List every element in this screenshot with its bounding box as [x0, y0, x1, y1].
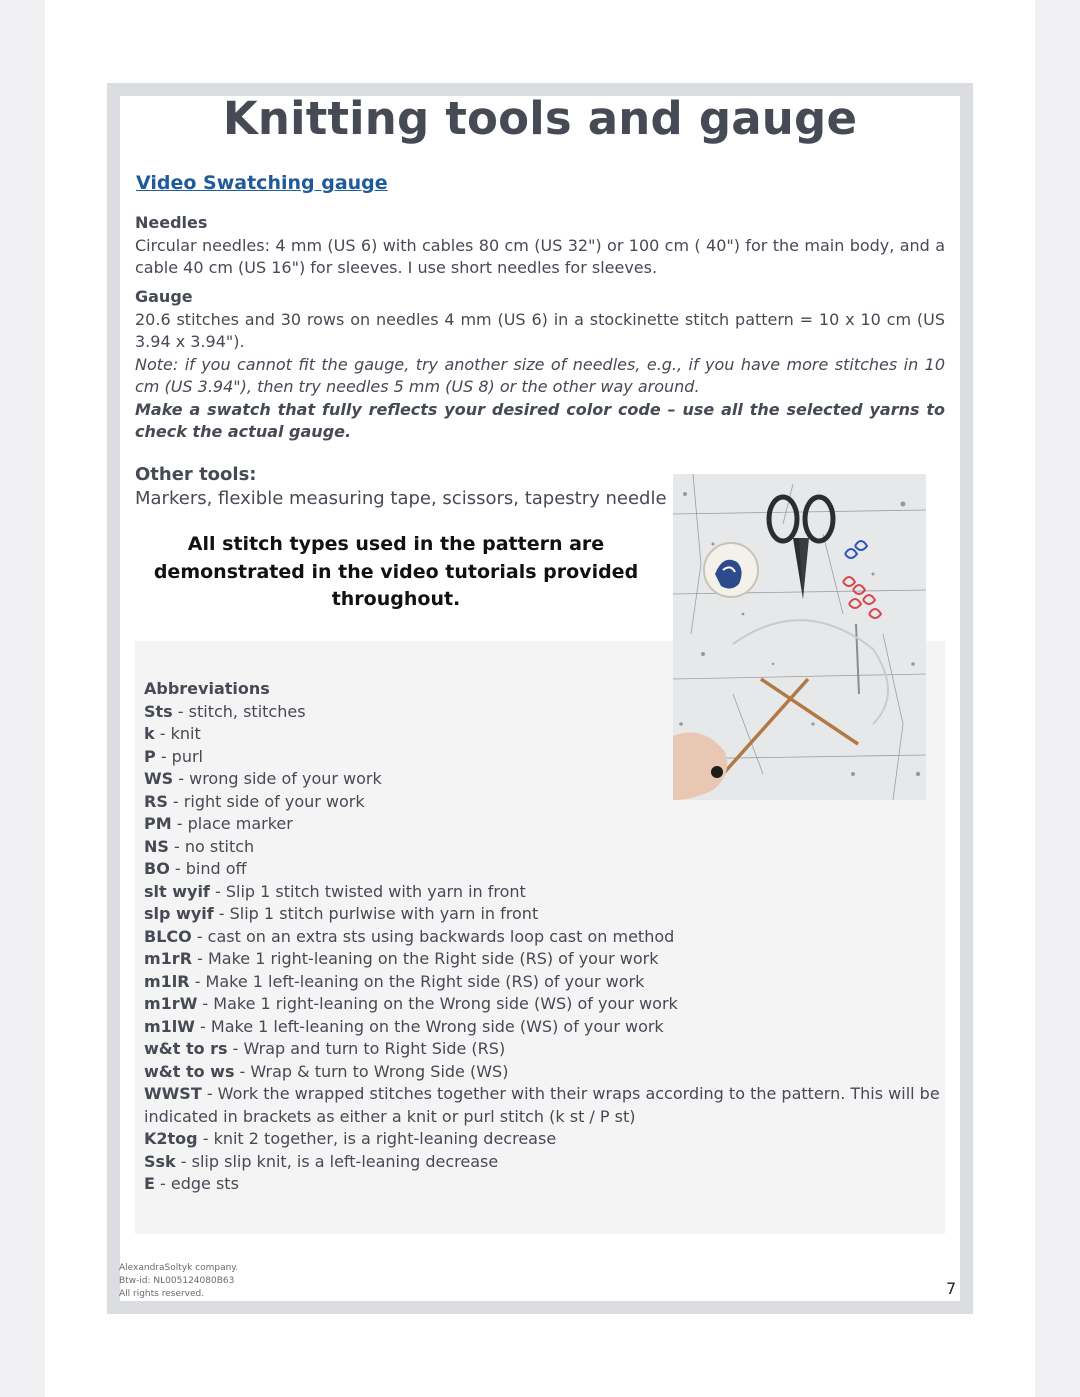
abbreviation-item [144, 971, 944, 994]
abbreviation-definition: - knit 2 together, is a right-leaning decrease [197, 1129, 557, 1148]
abbreviation-term: PM [144, 814, 172, 833]
footer-btw-id: Btw-id: NL005124080B63 [119, 1276, 235, 1286]
abbreviation-definition: - Slip 1 stitch purlwise with yarn in front [213, 904, 539, 923]
abbreviation-item [144, 1061, 944, 1084]
other-tools-heading: Other tools: [135, 464, 257, 485]
abbreviation-item [144, 813, 944, 836]
abbreviation-definition: - Make 1 left-leaning on the Wrong side (WS) of your work [194, 1016, 664, 1036]
abbreviation-item [144, 858, 944, 881]
abbreviation-term: P [144, 746, 156, 766]
abbreviation-definition: - edge sts [154, 1174, 239, 1193]
page-number: 7 [946, 1279, 957, 1298]
abbreviation-definition: - cast on an extra sts using backwards loop cast on method [191, 926, 675, 946]
abbreviation-term: Sts [144, 701, 173, 721]
abbreviation-item [144, 1151, 944, 1174]
abbreviation-item [144, 926, 944, 949]
abbreviation-definition: - Slip 1 stitch twisted with yarn in front [209, 881, 526, 901]
abbreviation-definition: - Make 1 right-leaning on the Wrong side (WS) of your work [197, 994, 678, 1013]
abbreviation-item [144, 1128, 944, 1151]
abbreviation-term: E [144, 1174, 155, 1193]
abbreviation-definition: - Make 1 right-leaning on the Right side (RS) of your work [192, 949, 659, 968]
page-title: Knitting tools and gauge [222, 92, 858, 145]
gauge-swatch-instruction: Make a swatch that fully reflects your desired color code – use all the selected yarns to check the actual gauge. [135, 399, 945, 441]
abbreviation-term: w&t to ws [144, 1061, 235, 1081]
abbreviation-definition: - Wrap and turn to Right Side (RS) [227, 1039, 506, 1058]
footer-rights: All rights reserved. [119, 1289, 205, 1299]
abbreviation-term: m1rW [144, 994, 198, 1013]
other-tools-text: Markers, flexible measuring tape, scissors, tapestry needle [135, 488, 667, 509]
gauge-note: Note: if you cannot fit the gauge, try another size of needles, e.g., if you have more stitches in 10 cm (US 3.94"), then try needles 5 mm (US 8) or the other way around. [135, 354, 945, 396]
gauge-text: 20.6 stitches and 30 rows on needles 4 mm (US 6) in a stockinette stitch pattern = 10 x 10 cm (US 3.94 x 3.94"). [135, 309, 945, 351]
abbreviation-term: slt wyif [144, 881, 210, 901]
abbreviation-term: Ssk [144, 1151, 176, 1171]
abbreviation-definition: - no stitch [168, 836, 255, 856]
abbreviation-term: K2tog [144, 1129, 198, 1148]
abbreviation-term: BO [144, 859, 170, 878]
abbreviation-definition: - knit [154, 724, 201, 743]
abbreviation-term: RS [144, 791, 168, 811]
abbreviation-definition: - stitch, stitches [172, 701, 306, 721]
gauge-section [135, 286, 945, 444]
abbreviation-item [144, 881, 944, 904]
abbreviation-definition: - purl [155, 746, 203, 766]
abbreviation-term: w&t to rs [144, 1039, 228, 1058]
abbreviation-item [144, 836, 944, 859]
needles-heading: Needles [135, 213, 208, 232]
abbreviation-definition: - Work the wrapped stitches together with their wraps according to the pattern. This will be indicated in brackets as either a knit or purl stitch (k st / P st) [144, 1084, 940, 1126]
abbreviation-definition: - bind off [169, 859, 247, 878]
abbreviation-definition: - place marker [171, 814, 293, 833]
needles-section [135, 212, 945, 280]
abbreviation-item [144, 1173, 944, 1196]
abbreviation-term: k [144, 724, 155, 743]
abbreviation-term: NS [144, 836, 169, 856]
abbreviation-definition: - Make 1 left-leaning on the Right side (RS) of your work [189, 971, 645, 991]
video-swatching-gauge-link[interactable]: Video Swatching gauge [136, 172, 388, 194]
abbreviation-item [144, 1038, 944, 1061]
abbreviations-heading: Abbreviations [144, 679, 270, 698]
abbreviation-term: BLCO [144, 926, 192, 946]
footer-legal [119, 1262, 238, 1301]
needles-text: Circular needles: 4 mm (US 6) with cables 80 cm (US 32") or 100 cm ( 40") for the main body, and a cable 40 cm (US 16") for sleeves. I use short needles for sleeves. [135, 235, 945, 277]
abbreviation-item [144, 768, 944, 791]
abbreviation-term: m1lR [144, 971, 190, 991]
abbreviation-term: m1rR [144, 949, 193, 968]
abbreviation-definition: - Wrap & turn to Wrong Side (WS) [234, 1061, 509, 1081]
stitch-tutorial-note: All stitch types used in the pattern are demonstrated in the video tutorials provided throughout. [153, 533, 639, 610]
abbreviation-term: WS [144, 769, 174, 788]
footer-company: AlexandraSoltyk company. [119, 1263, 239, 1273]
abbreviation-item [144, 723, 944, 746]
abbreviation-term: WWST [144, 1084, 202, 1103]
gauge-heading: Gauge [135, 287, 193, 306]
abbreviation-item [144, 701, 944, 724]
abbreviation-item [144, 746, 944, 769]
abbreviation-item [144, 903, 944, 926]
abbreviation-item [144, 1016, 944, 1039]
abbreviations-list [144, 678, 944, 1196]
abbreviation-term: slp wyif [144, 904, 214, 923]
abbreviation-item [144, 1083, 944, 1128]
abbreviation-definition: - wrong side of your work [173, 769, 382, 788]
abbreviation-definition: - slip slip knit, is a left-leaning decrease [175, 1151, 499, 1171]
abbreviation-term: m1lW [144, 1016, 195, 1036]
abbreviation-item [144, 791, 944, 814]
abbreviation-definition: - right side of your work [167, 791, 365, 811]
abbreviation-item [144, 948, 944, 971]
abbreviation-item [144, 993, 944, 1016]
